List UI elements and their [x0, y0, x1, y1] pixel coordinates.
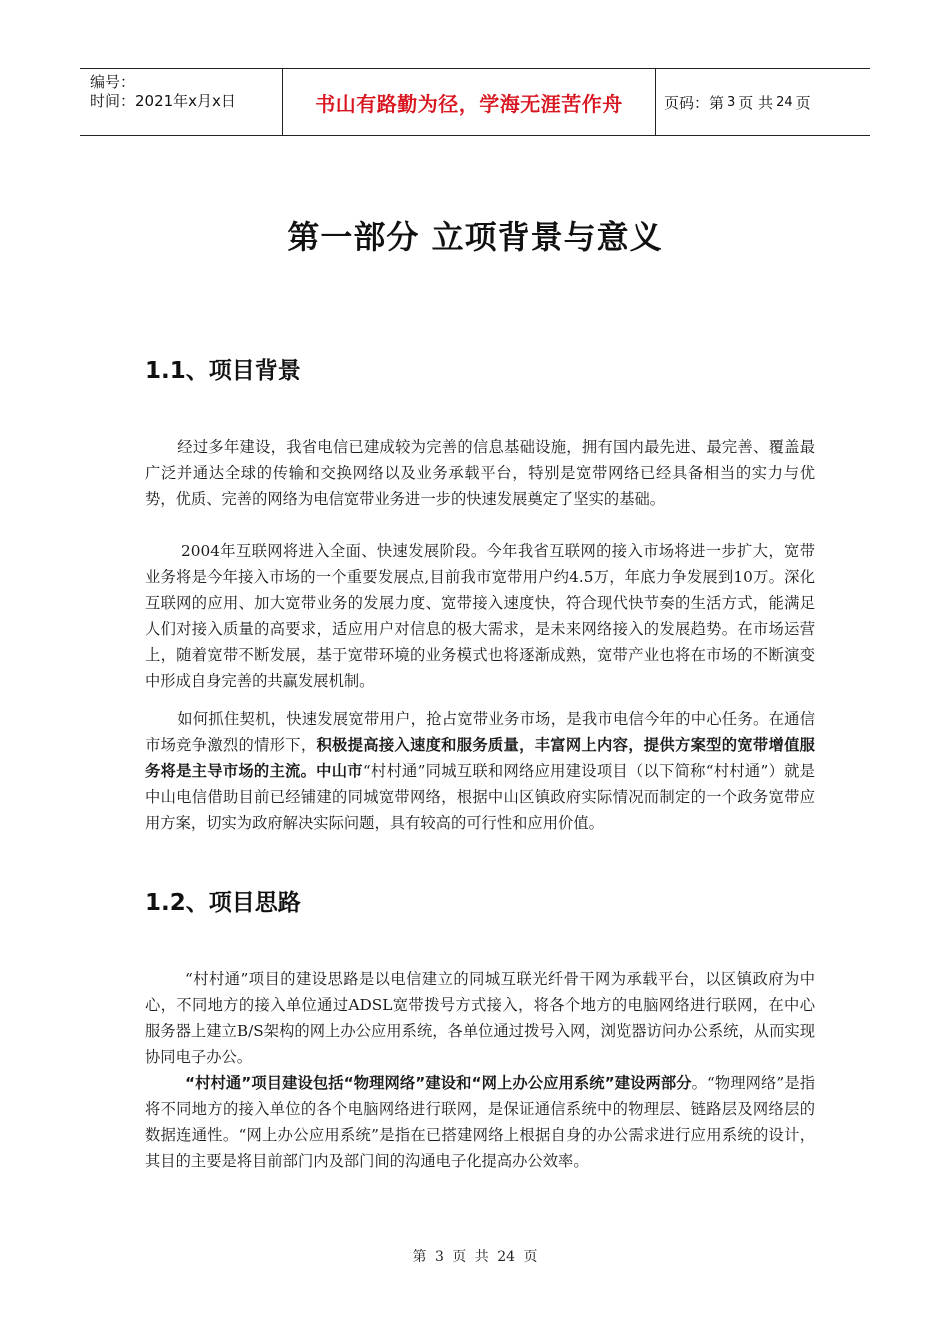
paragraph-approach-2 — [145, 1070, 815, 1174]
document-header — [80, 68, 870, 136]
page-middle: 页 共 — [738, 93, 774, 112]
paragraph-text: 2004年互联网将进入全面、快速发展阶段。今年我省互联网的接入市场将进一步扩大，宽带业务将是今年接入市场的一个重要发展点,目前我市宽带用户约4.5万，年底力争发展到10万。深化互联网的应用、加大宽带业务的发展力度、宽带接入速度快，符合现代快节奏的生活方式，能满足人们对接入质量的高要求，适应用户对信息的极大需求，是未来网络接入的发展趋势。在市场运营上，随着宽带不断发展，基于宽带环境的业务模式也将逐渐成熟，宽带产业也将在市场的不断演变中形成自身完善的共赢发展机制。 — [145, 542, 815, 690]
paragraph-bold-text: “村村通”项目建设包括“物理网络”建设和“网上办公应用系统”建设两部分 — [185, 1074, 692, 1092]
header-page-info — [656, 69, 870, 135]
motto-text: 书山有路勤为径，学海无涯苦作舟 — [315, 91, 623, 116]
header-motto-cell — [282, 69, 656, 135]
paragraph-background-1 — [145, 434, 815, 512]
paragraph-approach-1 — [145, 966, 815, 1070]
section-title-background: 1.1、项目背景 — [145, 358, 301, 384]
paragraph-text: 如何抓住契机，快速发展宽带用户，抢占宽带业务市场，是我市电信今年的中心任务。在通信市场竞争激烈的情形下， — [145, 710, 815, 754]
page-total: 24 — [776, 94, 793, 110]
document-number-label: 编号： — [90, 73, 136, 91]
section-title-approach: 1.2、项目思路 — [145, 890, 301, 916]
document-time-label: 时间：2021年x月x日 — [90, 92, 236, 110]
part-title: 第一部分 立项背景与意义 — [287, 218, 663, 256]
paragraph-text: “村村通”同城互联和网络应用建设项目（以下简称“村村通”）就是中山电信借助目前已经铺建的同城宽带网络，根据中山区镇政府实际情况而制定的一个政务宽带应用方案，切实为政府解决实际问题，具有较高的可行性和应用价值。 — [145, 762, 815, 832]
paragraph-bold-text: 积极提高接入速度和服务质量，丰富网上内容，提供方案型的宽带增值服务将是主导市场的主流。中山市 — [145, 736, 815, 780]
header-meta — [80, 69, 282, 135]
paragraph-text: 经过多年建设，我省电信已建成较为完善的信息基础设施，拥有国内最先进、最完善、覆盖最广泛并通达全球的传输和交换网络以及业务承载平台，特别是宽带网络已经具备相当的实力与优势，优质、完善的网络为电信宽带业务进一步的快速发展奠定了坚实的基础。 — [145, 438, 815, 508]
paragraph-text: 。“物理网络”是指将不同地方的接入单位的各个电脑网络进行联网，是保证通信系统中的物理层、链路层及网络层的数据连通性。“网上办公应用系统”是指在已搭建网络上根据自身的办公需求进行应用系统的设计，其目的主要是将目前部门内及部门间的沟通电子化提高办公效率。 — [145, 1074, 815, 1170]
page-current: 3 — [727, 94, 736, 110]
paragraph-background-2 — [145, 538, 815, 694]
paragraph-background-3 — [145, 706, 815, 836]
paragraph-text: “村村通”项目的建设思路是以电信建立的同城互联光纤骨干网为承载平台，以区镇政府为中心，不同地方的接入单位通过ADSL宽带拨号方式接入，将各个地方的电脑网络进行联网，在中心服务器上建立B/S架构的网上办公应用系统，各单位通过拨号入网，浏览器访问办公系统，从而实现协同电子办公。 — [145, 970, 815, 1066]
page-footer: 第 3 页 共 24 页 — [412, 1249, 538, 1265]
page-prefix: 页码：第 — [664, 93, 725, 112]
page-suffix: 页 — [795, 93, 811, 112]
